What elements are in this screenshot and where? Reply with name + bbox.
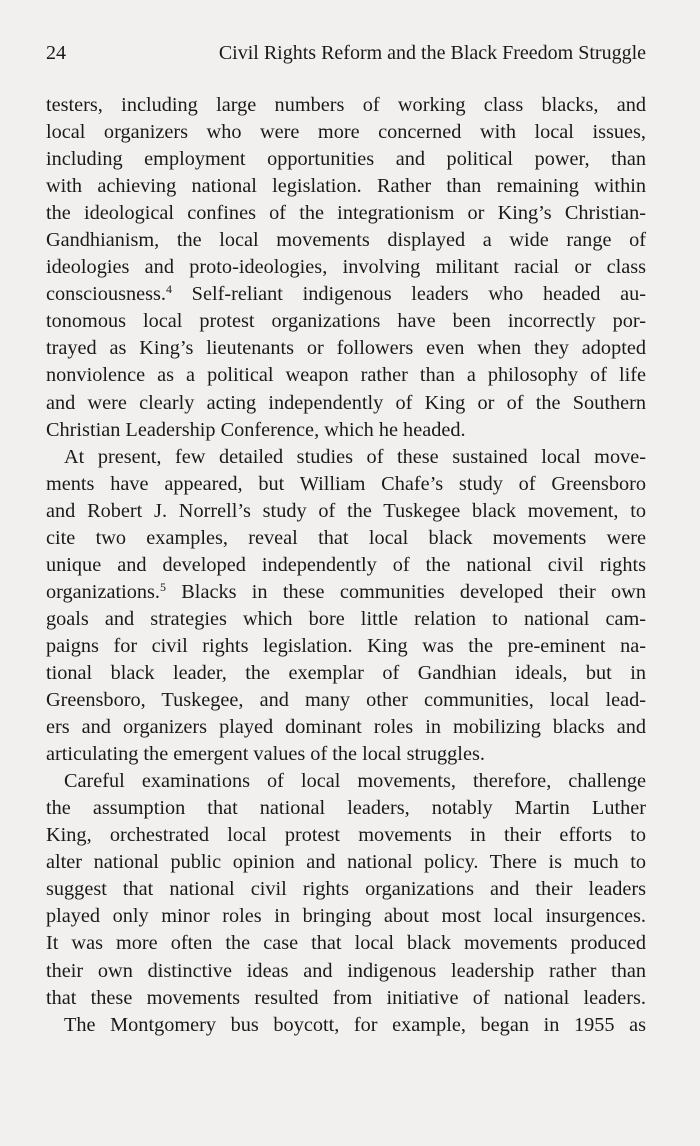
text-line: their own distinctive ideas and indigenous leadership rather than	[46, 959, 646, 982]
text-line: Greensboro, Tuskegee, and many other communities, local lead-	[46, 689, 646, 712]
text-line: articulating the emergent values of the local struggles.	[46, 743, 485, 766]
text-line: the ideological confines of the integrationism or King’s Christian-	[46, 202, 646, 225]
text-line: King, orchestrated local protest movements in their efforts to	[46, 824, 646, 847]
text-line: paigns for civil rights legislation. King was the pre-eminent na-	[46, 634, 646, 657]
text-line: local organizers who were more concerned with local issues,	[46, 121, 646, 144]
text-segment: Self-reliant indigenous leaders who headed au-	[171, 283, 646, 306]
text-line: unique and developed independently of the national civil rights	[46, 553, 646, 576]
text-line: goals and strategies which bore little relation to national cam-	[46, 607, 646, 630]
text-line: and Robert J. Norrell’s study of the Tuskegee black movement, to	[46, 499, 646, 522]
text-line: trayed as King’s lieutenants or followers even when they adopted	[46, 337, 646, 360]
text-line: testers, including large numbers of working class blacks, and	[46, 94, 646, 116]
text-line: ideologies and proto-ideologies, involving militant racial or class	[46, 256, 646, 279]
text-line: It was more often the case that local black movements produced	[46, 932, 646, 955]
text-line: cite two examples, reveal that local black movements were	[46, 526, 646, 549]
text-line: Christian Leadership Conference, which he headed.	[46, 418, 466, 441]
text-line: with achieving national legislation. Rather than remaining within	[46, 175, 646, 198]
text-line: tional black leader, the exemplar of Gandhian ideals, but in	[46, 661, 646, 684]
text-line: ments have appeared, but William Chafe’s study of Greensboro	[46, 472, 646, 495]
text-segment: consciousness.	[46, 283, 166, 306]
text-line: suggest that national civil rights organizations and their leaders	[46, 878, 646, 901]
footnote-marker[interactable]: 5	[159, 579, 166, 594]
text-line: tonomous local protest organizations have been incorrectly por-	[46, 310, 646, 333]
text-segment: Blacks in these communities developed their own	[165, 580, 646, 603]
text-line: that these movements resulted from initiative of national leaders.	[46, 986, 646, 1009]
text-line: nonviolence as a political weapon rather than a philosophy of life	[46, 364, 646, 387]
footnote-marker[interactable]: 4	[165, 282, 172, 297]
text-line-with-footnote	[46, 579, 646, 606]
text-line: Gandhianism, the local movements displayed a wide range of	[46, 229, 646, 252]
paragraph-3	[46, 768, 646, 1011]
text-line: At present, few detailed studies of these sustained local move-	[64, 445, 646, 468]
text-line: ers and organizers played dominant roles in mobilizing blacks and	[46, 716, 646, 739]
paragraph-4	[46, 1012, 646, 1039]
text-line: including employment opportunities and political power, than	[46, 148, 646, 171]
paragraph-2	[46, 444, 646, 769]
text-line: the assumption that national leaders, notably Martin Luther	[46, 797, 646, 820]
running-title: Civil Rights Reform and the Black Freedom Struggle	[218, 42, 646, 64]
text-line: played only minor roles in bringing about most local insurgences.	[46, 905, 646, 928]
paragraph-1	[46, 92, 646, 444]
text-line: alter national public opinion and national policy. There is much to	[46, 851, 646, 874]
body-text	[46, 92, 646, 1039]
page-number: 24	[46, 42, 66, 64]
text-line-with-footnote	[46, 281, 646, 308]
text-line: Careful examinations of local movements, therefore, challenge	[64, 770, 646, 793]
text-segment: organizations.	[46, 580, 160, 603]
running-head	[46, 40, 646, 66]
text-line: The Montgomery bus boycott, for example, began in 1955 as	[64, 1013, 646, 1036]
text-line: and were clearly acting independently of King or of the Southern	[46, 391, 646, 414]
